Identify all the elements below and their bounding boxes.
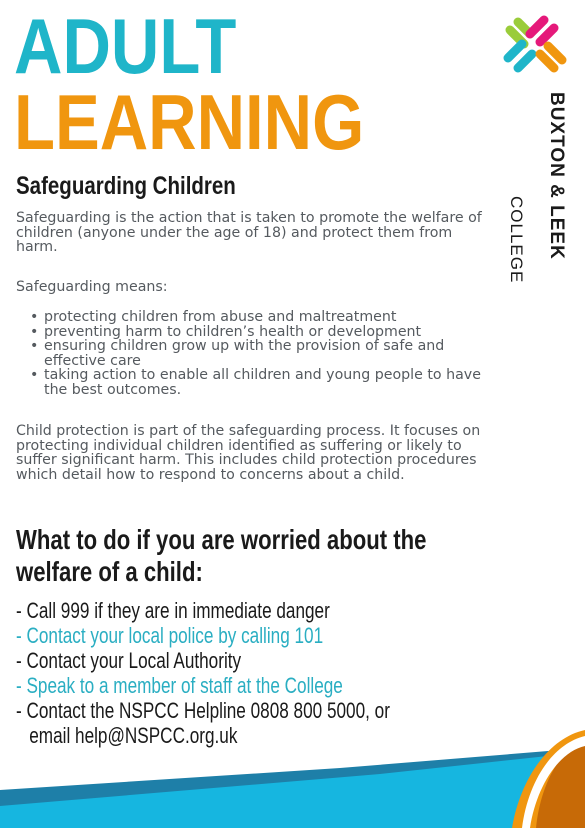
section-heading-safeguarding: Safeguarding Children xyxy=(16,172,236,200)
action-call-999: - Call 999 if they are in immediate danger xyxy=(16,598,330,623)
list-item: • protecting children from abuse and maltreatment xyxy=(30,310,500,325)
college-subtitle: COLLEGE xyxy=(507,196,526,284)
page-title xyxy=(14,2,484,166)
action-list xyxy=(16,598,500,748)
action-nspcc-email: email help@NSPCC.org.uk xyxy=(29,723,238,748)
action-contact-local-authority: - Contact your Local Authority xyxy=(16,648,242,673)
action-contact-nspcc: - Contact the NSPCC Helpline 0808 800 5000, or xyxy=(16,698,390,723)
footer-wave-graphic xyxy=(0,730,585,828)
safeguarding-bullet-list xyxy=(30,310,500,397)
section-heading-worried: What to do if you are worried about the welfare of a child: xyxy=(16,524,427,587)
list-item: • preventing harm to children’s health or development xyxy=(30,325,500,340)
means-label: Safeguarding means: xyxy=(16,279,168,295)
list-item: • taking action to enable all children and young people to have the best outcomes. xyxy=(30,368,500,397)
title-learning: LEARNING xyxy=(14,78,365,166)
intro-paragraph: Safeguarding is the action that is taken to promote the welfare of children (anyone under the age of 18) and protect them from harm. xyxy=(16,210,482,255)
list-item: • ensuring children grow up with the provision of safe and effective care xyxy=(30,339,500,368)
title-adult: ADULT xyxy=(14,2,237,90)
action-speak-to-staff: - Speak to a member of staff at the College xyxy=(16,673,343,698)
action-contact-police: - Contact your local police by calling 101 xyxy=(16,623,324,648)
child-protection-paragraph: Child protection is part of the safeguarding process. It focuses on protecting individual children identified as suffering or likely to suffer significant harm. This includes child protection procedures which detail how to respond to concerns about a child. xyxy=(16,423,481,483)
college-name: BUXTON & LEEK xyxy=(546,92,567,260)
